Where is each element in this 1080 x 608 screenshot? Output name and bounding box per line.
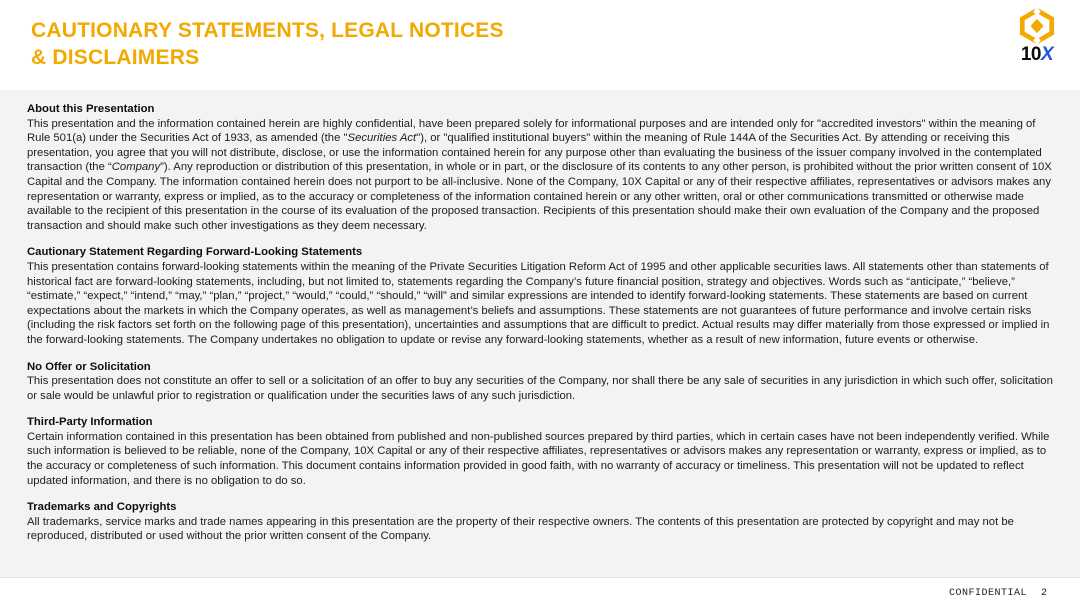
disclaimer-body <box>0 90 1080 578</box>
section-heading: No Offer or Solicitation <box>27 360 151 373</box>
page-number: 2 <box>1040 588 1047 599</box>
logo-text-10: 10 <box>1020 44 1041 65</box>
logo-text-x: X <box>1040 44 1054 65</box>
slide-footer <box>0 579 1080 608</box>
section-heading: Trademarks and Copyrights <box>27 501 177 514</box>
section-heading: Cautionary Statement Regarding Forward-Looking Statements <box>27 246 363 259</box>
section-heading: About this Presentation <box>27 103 155 115</box>
section-paragraph: This presentation does not constitute an offer to sell or a solicitation of an offer to buy any securities of the Company, nor shall there be any sale of securities in any jurisdiction in which such offer, solicitation or sale would be unlawful prior to registration or qualification under the securities laws of any such jurisdiction. <box>27 375 1053 402</box>
slide-title-line1: CAUTIONARY STATEMENTS, LEGAL NOTICES <box>31 19 504 42</box>
slide-title-line2: & DISCLAIMERS <box>31 46 200 69</box>
company-logo <box>1010 7 1064 64</box>
section-paragraph: All trademarks, service marks and trade names appearing in this presentation are the property of their respective owners. The contents of this presentation are protected by copyright and may not be reproduced, distributed or used without the prior written consent of the Company. <box>27 515 1014 543</box>
section-heading: Third-Party Information <box>27 416 153 429</box>
logo-cube-icon <box>1018 7 1056 45</box>
slide-header <box>0 0 1080 90</box>
logo-wordmark <box>1010 46 1064 64</box>
section-no-offer-or-solicitation <box>27 360 1053 404</box>
confidential-label: CONFIDENTIAL <box>948 588 1027 599</box>
section-about-this-presentation <box>27 102 1053 233</box>
section-third-party-information <box>27 415 1053 488</box>
section-forward-looking-statements <box>27 245 1053 347</box>
section-trademarks-and-copyrights <box>27 500 1053 544</box>
section-paragraph: This presentation and the information contained herein are highly confidential, have been prepared solely for informational purposes and are intended only for "accredited investors" within the meaning of Rule 501(a) under the Securities Act of 1933, as amended (the "Securities Act"), or "qualified institutional buyers" within the meaning of Rule 144A of the Securities Act. By attending or receiving this presentation, you agree that you will not distribute, disclose, or use the information contained herein for any purpose other than evaluating the business of the issuer company involved in the contemplated transaction (the “Company”). Any reproduction or distribution of this presentation, in whole or in part, or the disclosure of its contents to any other person, is prohibited without the prior written consent of 10X Capital and the Company. The information contained herein does not purport to be all-inclusive. None of the Company, 10X Capital or any of their respective affiliates, representatives or advisors makes any representation or warranty, express or implied, as to the accuracy or completeness of the information contained herein or any other written, oral or other communications transmitted or otherwise made available to the recipient of this presentation in the course of its evaluation of the proposed transaction. Recipients of this presentation should make their own evaluation of the Company and the proposed transaction and should make such other investigations as they deem necessary. <box>27 117 1052 232</box>
section-paragraph: Certain information contained in this presentation has been obtained from published and non-published sources prepared by third parties, which in certain cases have not been independently verified. While such information is believed to be reliable, none of the Company, 10X Capital or any of their respective affiliates, representatives or advisors makes any representation or warranty, express or implied, as to the accuracy or completeness of such information. This document contains information provided in good faith, with no warranty of accuracy or timeliness. This presentation will not be updated to reflect updated information, and there is no obligation to do so. <box>27 430 1050 487</box>
slide-title <box>31 17 504 71</box>
section-paragraph: This presentation contains forward-looking statements within the meaning of the Private Securities Litigation Reform Act of 1995 and other applicable securities laws. All statements other than statements of historical fact are forward-looking statements, including, but not limited to, statements regarding the Company’s future financial position, strategy and objectives. Words such as “anticipate,” “believe,” “estimate,” “expect,” “intend,” “may,” “plan,” “project,” “would,” “could,” “should,” “will” and similar expressions are intended to identify forward-looking statements. These statements are based on current expectations about the markets in which the Company operates, as well as management’s beliefs and assumptions. These statements are not guarantees of future performance and involve certain risks (including the risk factors set forth on the following page of this presentation), uncertainties and assumptions that are difficult to predict. Actual results may differ materially from those expressed or implied in the forward-looking statements. The Company undertakes no obligation to update or revise any forward-looking statements, whether as a result of new information, future events or otherwise. <box>27 260 1050 346</box>
